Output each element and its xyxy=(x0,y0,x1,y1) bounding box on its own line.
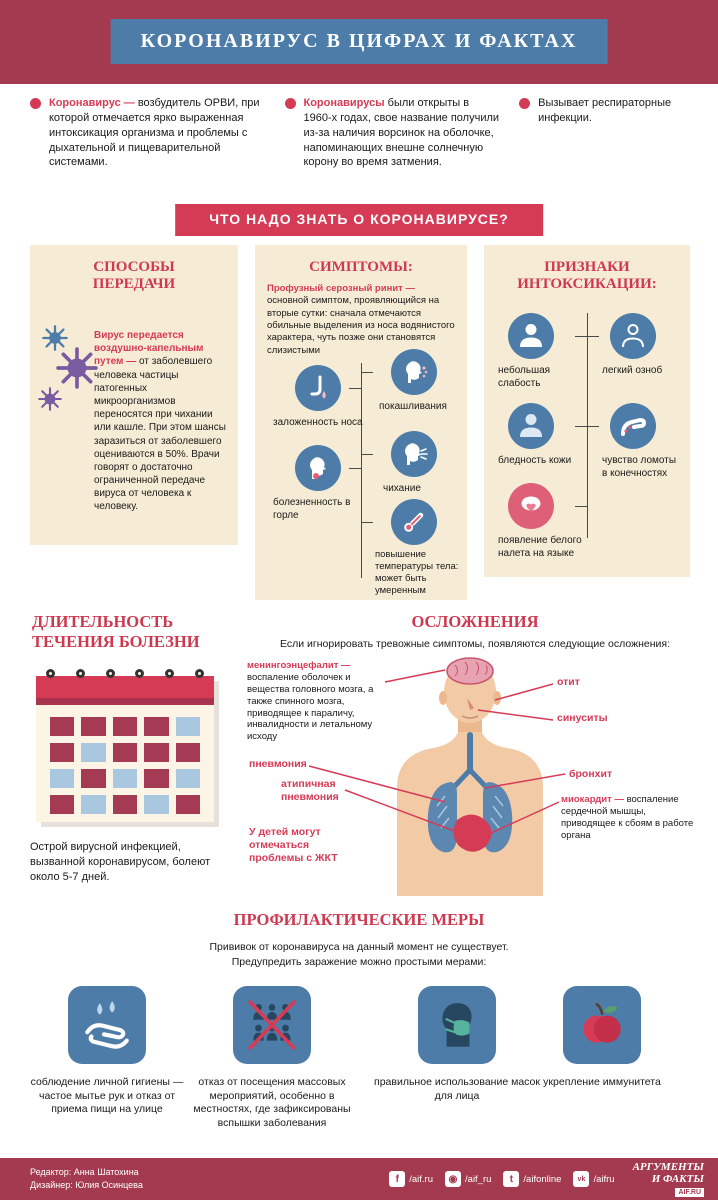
connector-tick xyxy=(361,522,373,523)
prevention-caption: соблюдение личной гигиены — частое мытье рук и отказ от приема пищи на улице xyxy=(30,1076,184,1116)
intro-fact-1-text: Коронавирус — возбудитель ОРВИ, при которой отмечается ярко выраженная интоксикация организма и проблемы с дыхательной и пищеварительной системами. xyxy=(49,97,260,169)
intoxication-label: появление белого налета на языке xyxy=(498,535,582,559)
connector-line xyxy=(361,363,362,578)
credits xyxy=(30,1166,143,1193)
title-banner xyxy=(111,19,608,64)
prevention-caption: правильное использование масок для лица xyxy=(374,1076,540,1102)
virus-icon xyxy=(56,347,98,389)
know-banner xyxy=(175,204,543,236)
prevention-caption: отказ от посещения массовых мероприятий, особенно в местностях, где зафиксированы вспышки заболевания xyxy=(193,1076,351,1129)
connector-tick xyxy=(349,468,361,469)
connector-tick xyxy=(349,388,361,389)
symptom-label: заложенность носа xyxy=(273,417,363,428)
credit-editor: Редактор: Анна Шатохина xyxy=(30,1166,139,1177)
social-vk[interactable]: vk /aifru xyxy=(573,1171,614,1187)
vk-icon: vk xyxy=(573,1171,589,1187)
intro-fact-3-text: Вызывает респираторные инфекции. xyxy=(538,97,672,124)
intro-fact-3 xyxy=(519,96,698,170)
intoxication-label: бледность кожи xyxy=(498,455,572,466)
symptoms-lead: Профузный серозный ринит — основной симптом, проявляющийся на вторые сутки: сначала отмечаются обильные выделения из носа водянистого характера, чуть позже они становятся слизистыми xyxy=(267,283,455,356)
complications-diagram xyxy=(245,656,705,896)
avoid-crowds-icon xyxy=(233,986,311,1064)
intro-fact-1 xyxy=(30,96,265,170)
complication-children-note: У детей могут отмечаться проблемы с ЖКТ xyxy=(249,826,338,865)
transmission-title: СПОСОБЫ ПЕРЕДАЧИ xyxy=(92,259,176,293)
symptom-label: болезненность в горле xyxy=(273,497,351,521)
face-mask-icon xyxy=(418,986,496,1064)
social-facebook[interactable]: f /aif.ru xyxy=(389,1171,433,1187)
calendar-rings xyxy=(46,669,204,678)
calendar-grid xyxy=(36,705,214,814)
intoxication-title: ПРИЗНАКИ ИНТОКСИКАЦИИ: xyxy=(517,259,657,293)
connector-tick xyxy=(361,372,373,373)
prevention-subtitle: Прививок от коронавируса на данный момент не существует. Предупредить заражение можно простыми мерами: xyxy=(209,941,509,968)
footer-bar xyxy=(0,1158,718,1200)
panel-symptoms xyxy=(255,245,467,600)
symptom-label: покашливания xyxy=(379,401,447,412)
thermometer-icon xyxy=(391,499,437,545)
bullet-dot-icon xyxy=(519,98,530,109)
connector-tick xyxy=(587,426,599,427)
know-banner-label: ЧТО НАДО ЗНАТЬ О КОРОНАВИРУСЕ? xyxy=(209,211,509,227)
social-twitter[interactable]: t /aifonline xyxy=(503,1171,561,1187)
transmission-text: Вирус передается воздушно-капельным путем — от заболевшего человека частицы патогенных микроорганизмов переносятся при чихании или кашле. При этом шансы заразиться от заболевшего оцениваются в 50%. Врачи говорят о достаточно ограниченной передаче вируса от человека к человеку. xyxy=(94,330,226,513)
facebook-icon: f xyxy=(389,1171,405,1187)
page-title: КОРОНАВИРУС В ЦИФРАХ И ФАКТАХ xyxy=(140,30,578,52)
connector-tick xyxy=(575,336,587,337)
chills-person-icon xyxy=(610,313,656,359)
bullet-dot-icon xyxy=(285,98,296,109)
complication-meningoencephalitis: менингоэнцефалит — воспаление оболочек и вещества головного мозга, а также спинного мозга, приводящее к параличу, инвалидности и летальному исходу xyxy=(247,660,374,743)
intro-fact-1-lead: Коронавирус — xyxy=(49,97,138,109)
top-bar xyxy=(0,0,718,84)
intoxication-label: чувство ломоты в конечностях xyxy=(602,455,677,479)
panel-transmission xyxy=(30,245,238,545)
coated-tongue-icon xyxy=(508,483,554,529)
sneeze-icon xyxy=(391,431,437,477)
intro-fact-2 xyxy=(285,96,500,170)
complication-pneumonia: пневмония xyxy=(249,758,307,770)
calendar-header xyxy=(36,676,214,698)
prevention-caption: укрепление иммунитета xyxy=(543,1076,661,1088)
credit-designer: Дизайнер: Юлия Осинцева xyxy=(30,1180,143,1190)
complication-bronchitis: бронхит xyxy=(569,768,613,780)
hand-washing-icon xyxy=(68,986,146,1064)
calendar-header-strip xyxy=(36,698,214,705)
intro-fact-2-text: Коронавирусы были открыты в 1960-х годах, свое название получили из-за наличия ворсинок на оболочке, напоминающих внешне солнечную корону во время затмения. xyxy=(303,97,500,169)
prevention-title: ПРОФИЛАКТИЧЕСКИЕ МЕРЫ xyxy=(233,910,485,929)
duration-text: Острой вирусной инфекцией, вызванной коронавирусом, болеют около 5-7 дней. xyxy=(30,841,211,883)
complication-myocarditis: миокардит — воспаление сердечной мышцы, приводящее к сбоям в работе органа xyxy=(561,794,694,841)
twitter-icon: t xyxy=(503,1171,519,1187)
calendar-illustration xyxy=(36,676,214,822)
connector-tick xyxy=(575,506,587,507)
duration-title: ДЛИТЕЛЬНОСТЬ ТЕЧЕНИЯ БОЛЕЗНИ xyxy=(32,612,200,651)
aif-logo-sub: AIF.RU xyxy=(675,1188,704,1198)
intro-fact-2-lead: Коронавирусы xyxy=(303,97,388,109)
complications-title: ОСЛОЖНЕНИЯ xyxy=(411,612,539,631)
intro-facts xyxy=(30,96,698,170)
sore-throat-icon xyxy=(295,445,341,491)
symptom-label: повышение температуры тела: может быть умеренным xyxy=(375,549,459,596)
connector-tick xyxy=(575,426,587,427)
stuffy-nose-icon xyxy=(295,365,341,411)
complications-subtitle: Если игнорировать тревожные симптомы, появляются следующие осложнения: xyxy=(279,638,670,650)
bullet-dot-icon xyxy=(30,98,41,109)
instagram-icon: ◉ xyxy=(445,1171,461,1187)
complication-sinusitis: синуситы xyxy=(557,712,608,724)
complication-atypical-pneumonia: атипичная пневмония xyxy=(281,778,339,804)
cough-icon xyxy=(391,349,437,395)
complication-otitis: отит xyxy=(557,676,580,688)
symptoms-title: СИМПТОМЫ: xyxy=(309,259,413,275)
weakness-person-icon xyxy=(508,313,554,359)
intoxication-label: небольшая слабость xyxy=(498,365,551,389)
connector-tick xyxy=(587,336,599,337)
symptom-label: чихание xyxy=(383,483,421,494)
social-instagram[interactable]: ◉ /aif_ru xyxy=(445,1171,491,1187)
virus-icon xyxy=(38,387,62,411)
aif-logo: АРГУМЕНТЫ И ФАКТЫ AIF.RU xyxy=(632,1160,704,1196)
connector-tick xyxy=(361,454,373,455)
pale-skin-icon xyxy=(508,403,554,449)
intoxication-label: легкий озноб xyxy=(602,365,663,376)
panel-intoxication xyxy=(484,245,690,577)
aching-limbs-icon xyxy=(610,403,656,449)
apple-icon xyxy=(563,986,641,1064)
